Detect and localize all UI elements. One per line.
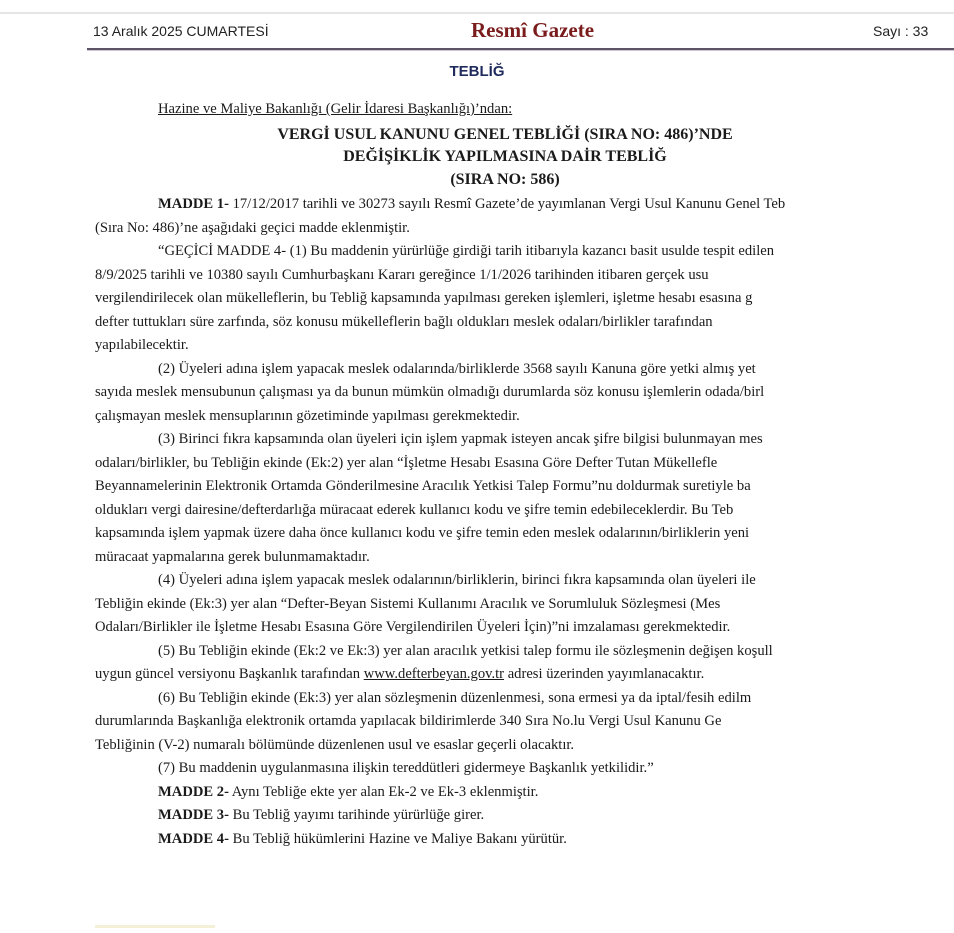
article-2-text: Aynı Tebliğe ekte yer alan Ek-2 ve Ek-3 eklenmiştir. [228, 783, 539, 800]
document-body [95, 98, 954, 851]
paragraph-3-line-2: odaları/birlikler, bu Tebliğin ekinde (Ek:2) yer alan “İşletme Hesabı Esasına Göre Defter Tutan Mükellefle [95, 454, 718, 471]
paragraph-5-line-1: (5) Bu Tebliğin ekinde (Ek:2 ve Ek:3) yer alan aracılık yetkisi talep formu ile sözleşmenin değişen koşull [158, 642, 773, 659]
provisional-article-line-1: “GEÇİCİ MADDE 4- (1) Bu maddenin yürürlüğe girdiği tarih itibarıyla kazancı basit usulde tespit edilen [158, 243, 775, 259]
provisional-article-line-2: 8/9/2025 tarihli ve 10380 sayılı Cumhurbaşkanı Kararı gereğince 1/1/2026 tarihinden itibaren gerçek usu [95, 266, 709, 283]
paragraph-2-line-2: sayıda meslek mensubunun çalışması ya da bunun mümkün olmadığı durumlarda söz konusu işlemlerin odada/birl [95, 384, 765, 400]
paragraph-4-line-3: Odaları/Birlikler ile İşletme Hesabı Esasına Göre Vergilendirilen Üyeleri İçin)”ni imzalaması gerekmektedir. [95, 619, 731, 635]
paragraph-5-text-before-link: uygun güncel versiyonu Başkanlık tarafından [95, 666, 364, 682]
paragraph-3-line-5: kapsamında işlem yapmak üzere daha önce kullanıcı kodu ve şifre temin eden meslek odalarının/birliklerin yeni [95, 525, 750, 541]
defterbeyan-link[interactable]: www.defterbeyan.gov.tr [363, 666, 505, 682]
issuer-line: Hazine ve Maliye Bakanlığı (Gelir İdaresi Başkanlığı)’ndan: [158, 101, 513, 117]
paragraph-3-line-4: oldukları vergi dairesine/defterdarlığa müracaat ederek kullanıcı kodu ve şifre temin edebileceklerdir. Bu Teb [95, 501, 734, 518]
faint-footer-mark [95, 925, 215, 928]
article-2 [95, 781, 954, 805]
article-1-line-1 [95, 193, 954, 217]
paragraph-6-line-1: (6) Bu Tebliğin ekinde (Ek:3) yer alan sözleşmenin düzenlenmesi, sona ermesi ya da iptal/fesih edilm [158, 689, 752, 706]
gazette-title: Resmî Gazete [471, 18, 595, 42]
paragraph-4-line-2: Tebliğin ekinde (Ek:3) yer alan “Defter-Beyan Sistemi Kullanımı Aracılık ve Sorumluluk Sözleşmesi (Mes [95, 595, 721, 612]
article-1-label: MADDE 1- [158, 196, 229, 212]
paragraph-3-line-3: Beyannamelerinin Elektronik Ortamda Gönderilmesine Aracılık Yetkisi Talep Formu”nu doldurmak suretiyle ba [95, 478, 751, 494]
article-4-label: MADDE 4- [158, 830, 229, 847]
article-4-text: Bu Tebliğ hükümlerini Hazine ve Maliye Bakanı yürütür. [228, 830, 567, 847]
article-1-line-2: (Sıra No: 486)’ne aşağıdaki geçici madde eklenmiştir. [95, 219, 410, 236]
article-2-label: MADDE 2- [158, 783, 229, 800]
provisional-article-line-5: yapılabilecektir. [95, 337, 189, 353]
paragraph-3-line-1: (3) Birinci fıkra kapsamında olan üyeleri için işlem yapmak isteyen ancak şifre bilgisi bulunmayan mes [158, 431, 763, 447]
paragraph-6-line-2: durumlarında Başkanlığa elektronik ortamda yapılacak bildirimlerde 340 Sıra No.lu Vergi Usul Kanunu Ge [95, 713, 722, 729]
paragraph-3-line-6: müracaat yapmalarına gerek bulunmamaktadır. [95, 548, 370, 565]
paragraph-2-line-3: çalışmayan meslek mensuplarının gözetiminde yapılması gerekmektedir. [95, 407, 520, 424]
issue-number: Sayı : 33 [873, 23, 929, 39]
article-4 [95, 828, 954, 852]
paragraph-4-line-1: (4) Üyeleri adına işlem yapacak meslek odalarının/birliklerin, birinci fıkra kapsamında olan üyeleri ile [158, 572, 756, 588]
issue-date: 13 Aralık 2025 CUMARTESİ [93, 23, 269, 39]
header-rule [87, 48, 954, 50]
article-3 [95, 804, 954, 828]
doc-title-line-3: (SIRA NO: 586) [450, 170, 560, 188]
gazette-header [93, 20, 954, 48]
paragraph-6-line-3: Tebliğinin (V-2) numaralı bölümünde düzenlenen usul ve esaslar geçerli olacaktır. [95, 736, 575, 753]
article-3-label: MADDE 3- [158, 807, 229, 823]
article-1-text: 17/12/2017 tarihli ve 30273 sayılı Resmî Gazete’de yayımlanan Vergi Usul Kanunu Genel Teb [228, 196, 786, 212]
section-heading: TEBLİĞ [449, 63, 505, 80]
paragraph-5-line-2 [95, 663, 954, 687]
provisional-article-line-4: defter tuttukları süre zarfında, söz konusu mükelleflerin bağlı oldukları meslek odaları/birlikler tarafından [95, 313, 713, 330]
paragraph-5-text-after-link: adresi üzerinden yayımlanacaktır. [504, 666, 705, 682]
top-border-line [0, 12, 954, 14]
paragraph-2-line-1: (2) Üyeleri adına işlem yapacak meslek odalarında/birliklerde 3568 sayılı Kanuna göre yetki almış yet [158, 360, 756, 377]
article-3-text: Bu Tebliğ yayımı tarihinde yürürlüğe girer. [228, 807, 485, 823]
doc-title-line-1: VERGİ USUL KANUNU GENEL TEBLİĞİ (SIRA NO: 486)’NDE [277, 125, 733, 143]
doc-title-line-2: DEĞİŞİKLİK YAPILMASINA DAİR TEBLİĞ [343, 148, 667, 165]
provisional-article-line-3: vergilendirilecek olan mükelleflerin, bu Tebliğ kapsamında yapılması gereken işlemleri, işletme hesabı esasına g [95, 290, 753, 306]
paragraph-7: (7) Bu maddenin uygulanmasına ilişkin tereddütleri gidermeye Başkanlık yetkilidir.” [158, 760, 654, 776]
